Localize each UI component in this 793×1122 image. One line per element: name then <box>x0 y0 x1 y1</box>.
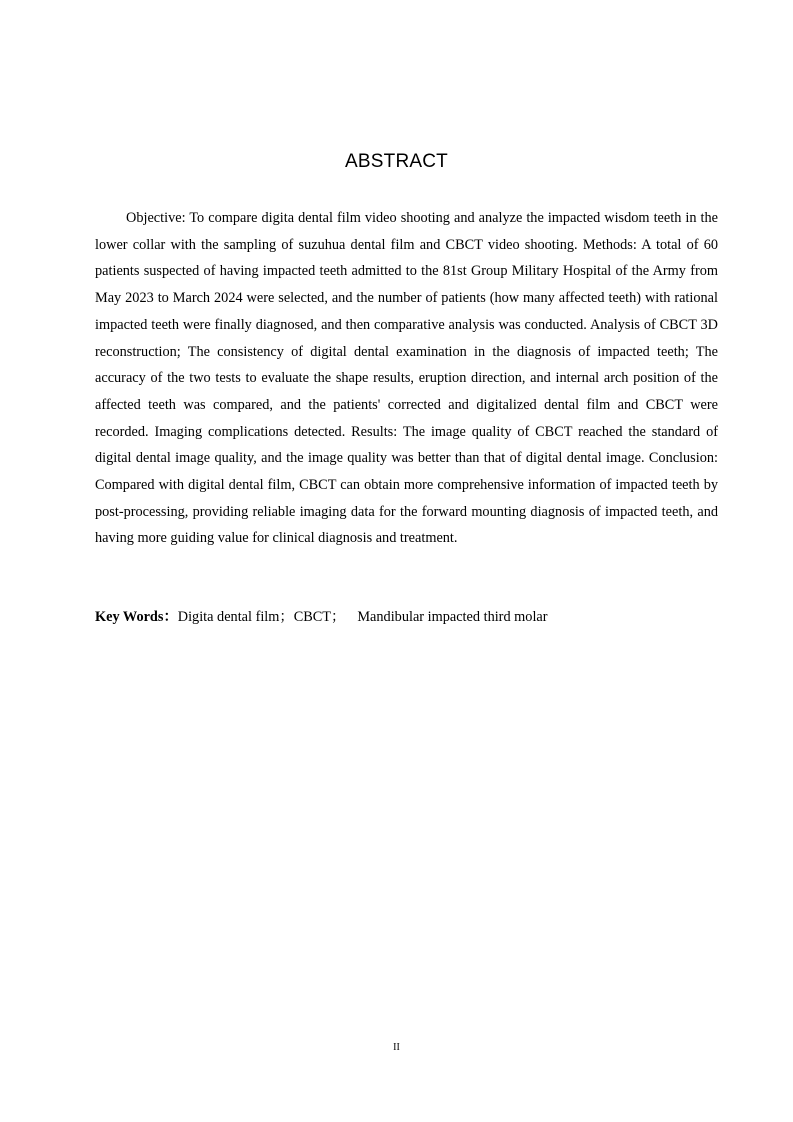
keyword-item: CBCT； <box>293 609 346 625</box>
keyword-item: Digita dental film； <box>177 609 294 625</box>
keywords-line <box>95 604 718 631</box>
keywords-label: Key Words： <box>95 609 178 625</box>
abstract-paragraph: Objective: To compare digita dental film video shooting and analyze the impacted wisdom teeth in the lower collar with the sampling of suzuhua dental film and CBCT video shooting. Methods: A total of 60 patients suspected of having impacted teeth admitted to the 81st Group Military Hospital of the Army from May 2023 to March 2024 were selected, and the number of patients (how many affected teeth) with rational impacted teeth were finally diagnosed, and then comparative analysis was conducted. Analysis of CBCT 3D reconstruction; The consistency of digital dental examination in the diagnosis of impacted teeth; The accuracy of the two tests to evaluate the shape results, eruption direction, and internal arch position of the affected teeth was compared, and the patients' corrected and digitalized dental film and CBCT were recorded. Imaging complications detected. Results: The image quality of CBCT reached the standard of digital dental image quality, and the image quality was better than that of digital dental image. Conclusion: Compared with digital dental film, CBCT can obtain more comprehensive information of impacted teeth by post-processing, providing reliable imaging data for the forward mounting diagnosis of impacted teeth, and having more guiding value for clinical diagnosis and treatment. <box>95 210 718 547</box>
page-number: II <box>393 1042 400 1053</box>
keyword-item: Mandibular impacted third molar <box>357 609 548 625</box>
abstract-heading: ABSTRACT <box>345 151 448 172</box>
